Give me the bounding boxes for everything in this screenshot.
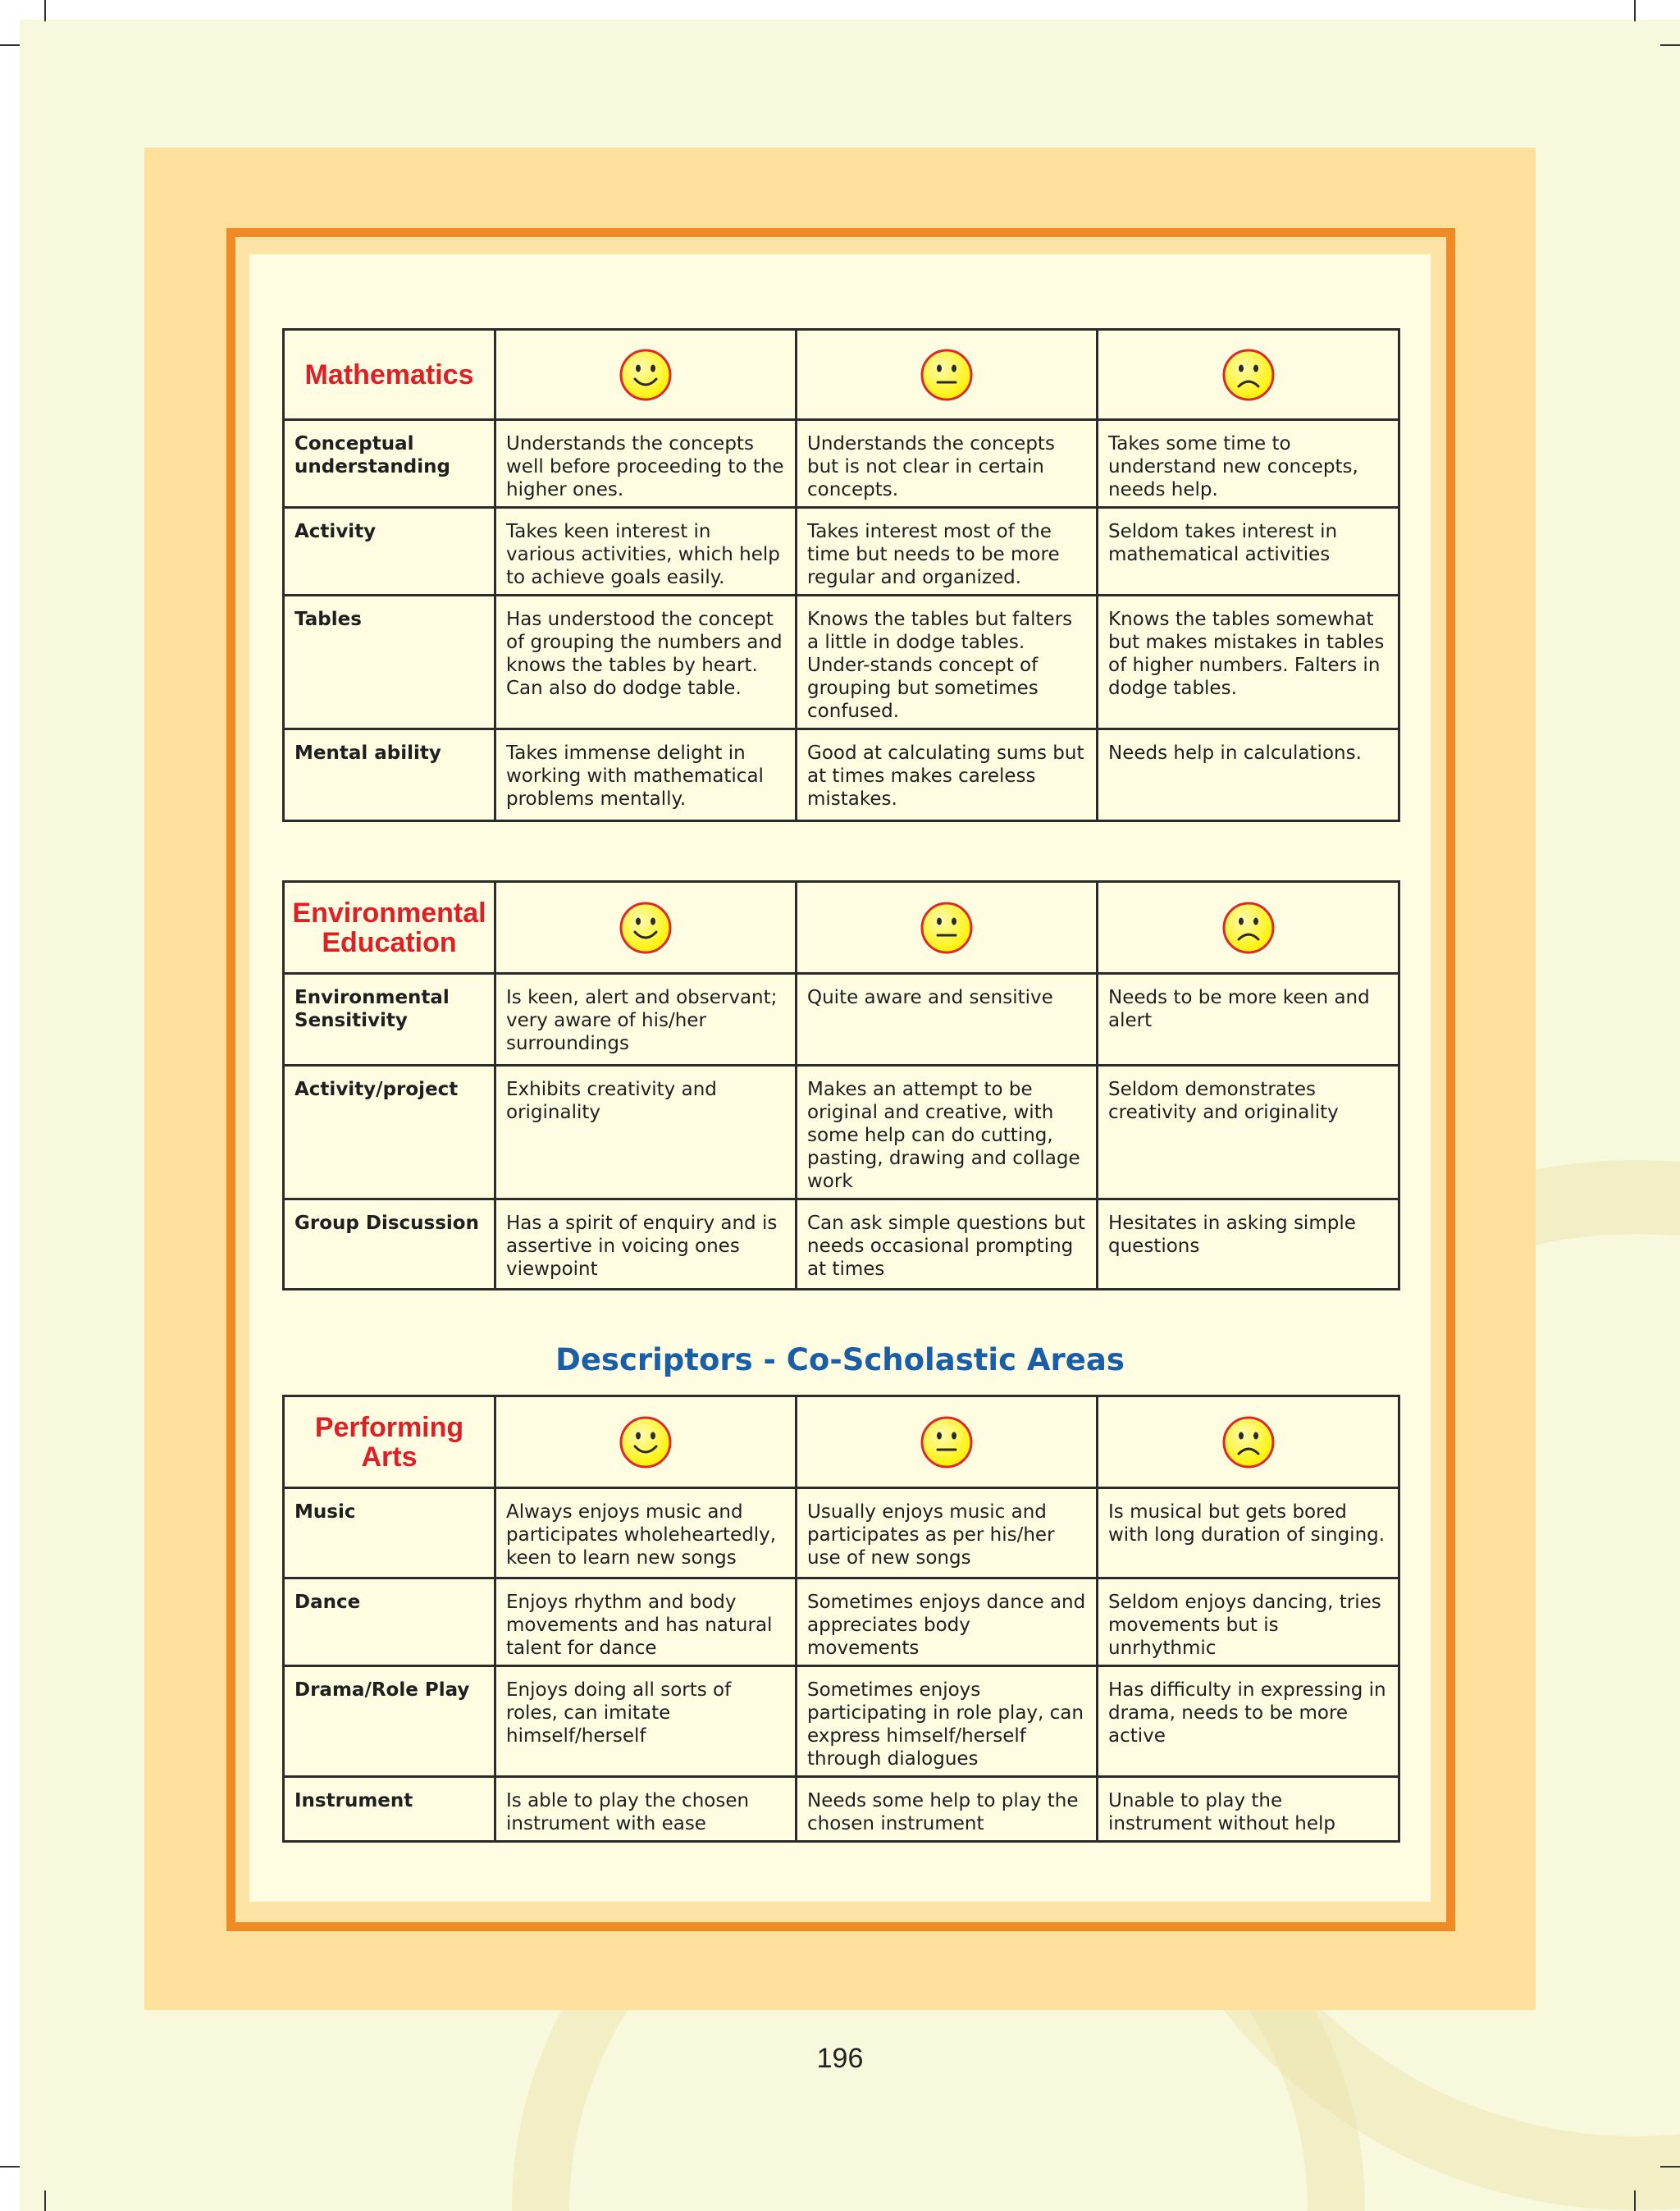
page-number: 196 <box>816 2043 864 2074</box>
row-label: Environmental Sensitivity <box>284 974 495 1066</box>
good-descriptor: Takes immense delight in working with mathematical problems mentally. <box>495 729 797 821</box>
poor-descriptor: Unable to play the instrument without help <box>1098 1777 1399 1842</box>
neutral-face-icon <box>920 901 974 955</box>
row-label: Mental ability <box>284 729 495 821</box>
good-descriptor: Understands the concepts well before proceeding to the higher ones. <box>495 420 797 508</box>
table-row <box>284 1578 1399 1666</box>
crop-mark <box>1660 2166 1680 2168</box>
sad-header <box>1098 882 1399 974</box>
neutral-header <box>797 882 1098 974</box>
good-descriptor: Takes keen interest in various activities, which help to achieve goals easily. <box>495 508 797 596</box>
table-row <box>284 1488 1399 1578</box>
poor-descriptor: Has difficulty in expressing in drama, needs to be more active <box>1098 1666 1399 1777</box>
happy-header <box>495 1396 797 1488</box>
sad-face-icon <box>1221 901 1276 955</box>
poor-descriptor: Needs to be more keen and alert <box>1098 974 1399 1066</box>
row-label: Activity/project <box>284 1066 495 1199</box>
smiling-face-icon <box>619 901 673 955</box>
mathematics-table <box>282 328 1400 822</box>
row-label: Instrument <box>284 1777 495 1842</box>
section-title: Environmental Education <box>284 882 495 974</box>
co-scholastic-heading: Descriptors - Co-Scholastic Areas <box>555 1342 1125 1377</box>
average-descriptor: Takes interest most of the time but needs to be more regular and organized. <box>797 508 1098 596</box>
good-descriptor: Enjoys doing all sorts of roles, can imitate himself/herself <box>495 1666 797 1777</box>
crop-mark <box>0 44 20 46</box>
happy-header <box>495 330 797 420</box>
table-row <box>284 508 1399 596</box>
sad-face-icon <box>1221 348 1276 402</box>
row-label: Music <box>284 1488 495 1578</box>
sad-face-icon <box>1221 1415 1276 1469</box>
smiling-face-icon <box>619 348 673 402</box>
average-descriptor: Needs some help to play the chosen instrument <box>797 1777 1098 1842</box>
table-row <box>284 974 1399 1066</box>
poor-descriptor: Seldom enjoys dancing, tries movements but is unrhythmic <box>1098 1578 1399 1666</box>
table-row <box>284 1199 1399 1290</box>
crop-mark <box>1634 2190 1636 2211</box>
average-descriptor: Can ask simple questions but needs occasional prompting at times <box>797 1199 1098 1290</box>
row-label: Tables <box>284 596 495 729</box>
poor-descriptor: Takes some time to understand new concepts, needs help. <box>1098 420 1399 508</box>
good-descriptor: Has a spirit of enquiry and is assertive in voicing ones viewpoint <box>495 1199 797 1290</box>
crop-mark <box>1660 44 1680 46</box>
average-descriptor: Good at calculating sums but at times makes careless mistakes. <box>797 729 1098 821</box>
neutral-face-icon <box>920 348 974 402</box>
neutral-header <box>797 1396 1098 1488</box>
sad-header <box>1098 1396 1399 1488</box>
good-descriptor: Is able to play the chosen instrument with ease <box>495 1777 797 1842</box>
crop-mark <box>44 2190 46 2211</box>
poor-descriptor: Seldom demonstrates creativity and originality <box>1098 1066 1399 1199</box>
average-descriptor: Sometimes enjoys dance and appreciates body movements <box>797 1578 1098 1666</box>
poor-descriptor: Knows the tables somewhat but makes mistakes in tables of higher numbers. Falters in dodge tables. <box>1098 596 1399 729</box>
table-row <box>284 596 1399 729</box>
poor-descriptor: Needs help in calculations. <box>1098 729 1399 821</box>
performing-arts-table <box>282 1395 1400 1843</box>
crop-mark <box>0 2166 20 2168</box>
neutral-header <box>797 330 1098 420</box>
sad-header <box>1098 330 1399 420</box>
good-descriptor: Always enjoys music and participates wholeheartedly, keen to learn new songs <box>495 1488 797 1578</box>
table-row <box>284 729 1399 821</box>
row-label: Group Discussion <box>284 1199 495 1290</box>
good-descriptor: Enjoys rhythm and body movements and has natural talent for dance <box>495 1578 797 1666</box>
good-descriptor: Has understood the concept of grouping the numbers and knows the tables by heart. Can also do dodge table. <box>495 596 797 729</box>
table-row <box>284 1777 1399 1842</box>
average-descriptor: Knows the tables but falters a little in dodge tables. Under-stands concept of grouping but sometimes confused. <box>797 596 1098 729</box>
row-label: Dance <box>284 1578 495 1666</box>
good-descriptor: Exhibits creativity and originality <box>495 1066 797 1199</box>
average-descriptor: Understands the concepts but is not clear in certain concepts. <box>797 420 1098 508</box>
smiling-face-icon <box>619 1415 673 1469</box>
row-label: Drama/Role Play <box>284 1666 495 1777</box>
row-label: Conceptual understanding <box>284 420 495 508</box>
happy-header <box>495 882 797 974</box>
average-descriptor: Makes an attempt to be original and creative, with some help can do cutting, pasting, drawing and collage work <box>797 1066 1098 1199</box>
average-descriptor: Sometimes enjoys participating in role play, can express himself/herself through dialogues <box>797 1666 1098 1777</box>
table-row <box>284 1066 1399 1199</box>
table-row <box>284 420 1399 508</box>
row-label: Activity <box>284 508 495 596</box>
section-title: Mathematics <box>284 330 495 420</box>
poor-descriptor: Is musical but gets bored with long duration of singing. <box>1098 1488 1399 1578</box>
crop-mark <box>1634 0 1636 21</box>
good-descriptor: Is keen, alert and observant; very aware of his/her surroundings <box>495 974 797 1066</box>
poor-descriptor: Seldom takes interest in mathematical activities <box>1098 508 1399 596</box>
crop-mark <box>44 0 46 21</box>
section-title: Performing Arts <box>284 1396 495 1488</box>
average-descriptor: Usually enjoys music and participates as per his/her use of new songs <box>797 1488 1098 1578</box>
average-descriptor: Quite aware and sensitive <box>797 974 1098 1066</box>
neutral-face-icon <box>920 1415 974 1469</box>
poor-descriptor: Hesitates in asking simple questions <box>1098 1199 1399 1290</box>
environmental-education-table <box>282 880 1400 1291</box>
table-row <box>284 1666 1399 1777</box>
